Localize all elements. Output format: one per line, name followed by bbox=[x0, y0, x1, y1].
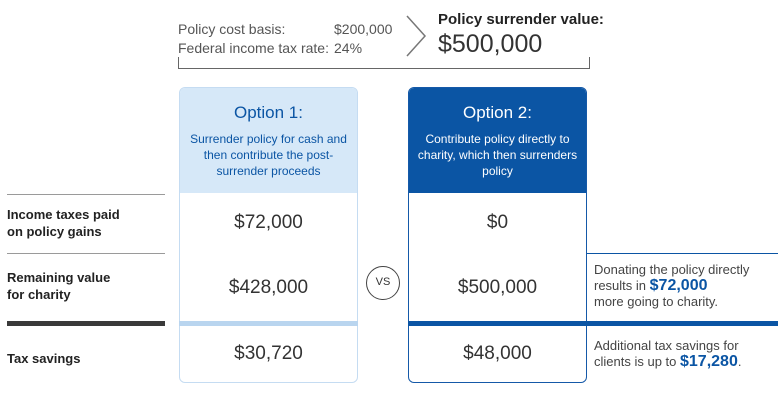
row-divider bbox=[7, 253, 165, 254]
option-2-header bbox=[409, 88, 586, 193]
option-2-description: Contribute policy directly to charity, which then surrenders policy bbox=[417, 132, 578, 178]
surrender-value: $500,000 bbox=[438, 30, 543, 58]
option-1-remaining-value: $428,000 bbox=[228, 277, 309, 298]
option-2-tax-savings: $48,000 bbox=[463, 343, 532, 364]
option-1-column bbox=[179, 87, 358, 383]
row-divider bbox=[7, 194, 165, 195]
option-1-income-taxes: $72,000 bbox=[234, 212, 303, 233]
chevron-right-icon bbox=[403, 14, 429, 58]
section-divider bbox=[408, 321, 778, 326]
policy-facts bbox=[178, 20, 404, 58]
row-label-remaining-value: Remaining value for charity bbox=[7, 270, 111, 302]
cost-basis-label: Policy cost basis: bbox=[178, 21, 286, 37]
option-1-title: Option 1: bbox=[234, 103, 303, 122]
remaining-highlight: $72,000 bbox=[649, 277, 708, 294]
tax-rate-label: Federal income tax rate: bbox=[178, 40, 329, 56]
tax-savings-note: Additional tax savings for clients is up to $17,280. bbox=[594, 338, 742, 370]
vs-badge: VS bbox=[366, 266, 400, 300]
remaining-note: Donating the policy directly results in $72,000 more going to charity. bbox=[594, 262, 750, 309]
section-divider bbox=[179, 321, 358, 326]
option-2-column bbox=[408, 87, 587, 383]
option-2-income-taxes: $0 bbox=[486, 212, 509, 233]
option-1-description: Surrender policy for cash and then contribute the post-surrender proceeds bbox=[190, 132, 347, 178]
surrender-value-label: Policy surrender value: bbox=[438, 11, 604, 28]
option-2-title: Option 2: bbox=[463, 103, 532, 122]
cost-basis-value: $200,000 bbox=[334, 21, 393, 37]
row-label-tax-savings: Tax savings bbox=[7, 351, 81, 366]
option-1-header bbox=[180, 88, 357, 193]
tax-savings-highlight: $17,280 bbox=[680, 353, 738, 370]
section-divider bbox=[7, 321, 165, 326]
option-1-tax-savings: $30,720 bbox=[234, 343, 303, 364]
header-bracket bbox=[178, 57, 590, 69]
tax-rate-value: 24% bbox=[334, 40, 363, 56]
row-label-income-taxes: Income taxes paid on policy gains bbox=[7, 207, 120, 239]
option-2-remaining-value: $500,000 bbox=[457, 277, 538, 298]
